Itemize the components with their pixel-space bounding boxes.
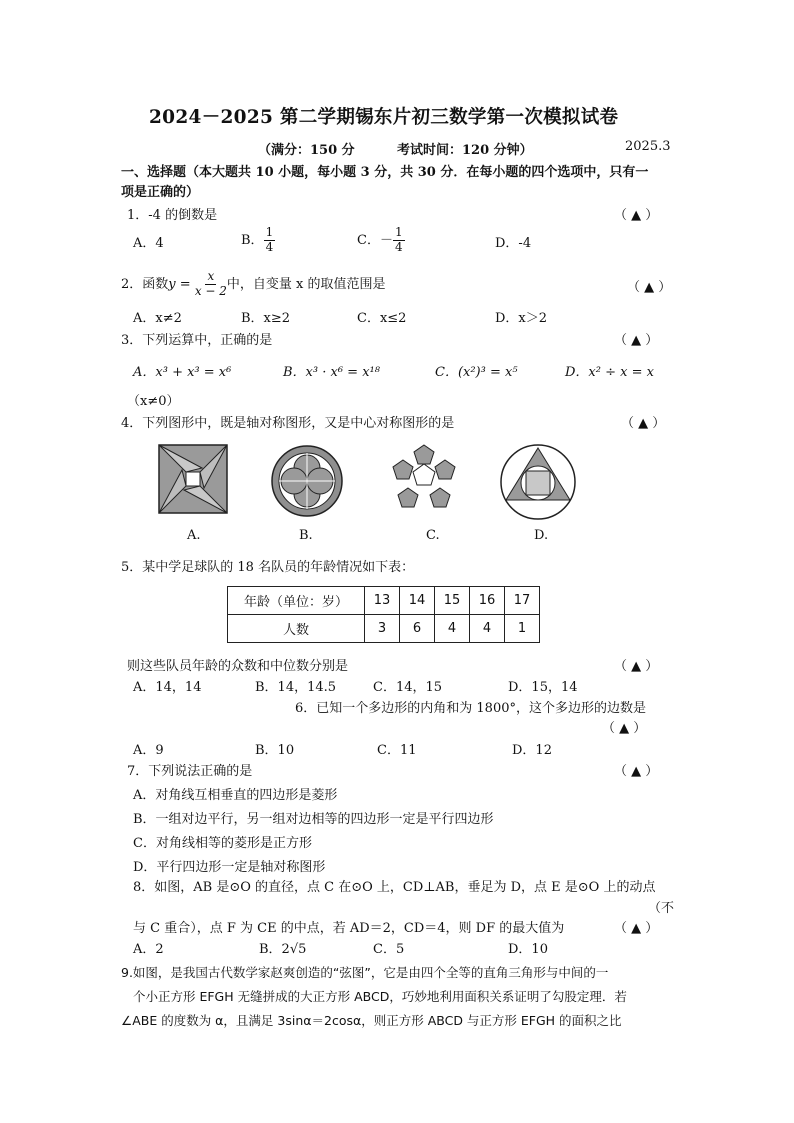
q1-option-a: A．4 — [133, 236, 164, 251]
section-heading-cont: 项是正确的） — [121, 185, 200, 200]
age-cell: 17 — [505, 587, 540, 615]
q2-option-d: D．x＞2 — [495, 311, 548, 326]
q2-answer-mark: （ ▲ ） — [627, 280, 672, 295]
q5-question: 则这些队员年龄的众数和中位数分别是 — [127, 659, 349, 674]
q6-option-b: B．10 — [255, 743, 295, 758]
q7-option-c: C．对角线相等的菱形是正方形 — [133, 836, 312, 851]
figure-d-label: D. — [534, 528, 549, 543]
table-row — [228, 615, 540, 643]
figure-b-label: B. — [299, 528, 313, 543]
q3-option-d: D．x² ÷ x = x — [565, 365, 654, 380]
q7-option-d: D．平行四边形一定是轴对称图形 — [133, 860, 326, 875]
age-cell: 13 — [365, 587, 400, 615]
count-cell: 4 — [470, 615, 505, 643]
q8-option-c: C．5 — [373, 942, 405, 957]
q7-option-b: B．一组对边平行，另一组对边相等的四边形一定是平行四边形 — [133, 812, 494, 827]
q4-stem: 4．下列图形中，既是轴对称图形，又是中心对称图形的是 — [121, 416, 455, 431]
full-score: （满分：150 分 — [258, 143, 355, 158]
q9-stem-line3: ∠ABE 的度数为 α，且满足 3sinα＝2cosα，则正方形 ABCD 与正方形 EFGH 的面积之比 — [121, 1013, 622, 1028]
q3-answer-mark: （ ▲ ） — [614, 333, 659, 348]
figure-a-label: A. — [187, 528, 201, 543]
figure-b-circle-petals — [270, 444, 344, 518]
age-header: 年龄（单位：岁） — [228, 587, 365, 615]
count-cell: 1 — [505, 615, 540, 643]
q2-option-c: C．x≤2 — [357, 311, 407, 326]
q5-stem: 5．某中学足球队的 18 名队员的年龄情况如下表： — [121, 560, 415, 575]
q2-option-b: B．x≥2 — [241, 311, 291, 326]
q8-stem-line1-end: （不 — [648, 901, 675, 916]
q2-stem: 2．函数y = $\frac{x}{x - 2}$ 中，自变量 x 的取值范围是 — [121, 269, 386, 298]
q1-option-b: B． $\frac{1}{4}$ — [241, 225, 274, 254]
count-cell: 3 — [365, 615, 400, 643]
q3-option-b: B．x³ · x⁶ = x¹⁸ — [283, 365, 380, 380]
q5-option-a: A．14，14 — [133, 680, 202, 695]
q7-answer-mark: （ ▲ ） — [614, 764, 659, 779]
q8-option-d: D．10 — [508, 942, 548, 957]
q7-option-a: A．对角线互相垂直的四边形是菱形 — [133, 788, 338, 803]
q1-option-c: C．－ $\frac{1}{4}$ — [357, 225, 403, 254]
figure-a-pinwheel-square — [158, 444, 228, 514]
q6-option-c: C．11 — [377, 743, 417, 758]
q9-stem-line2: 个小正方形 EFGH 无缝拼成的大正方形 ABCD，巧妙地利用面积关系证明了勾股定理．若 — [133, 989, 627, 1004]
age-cell: 14 — [400, 587, 435, 615]
age-cell: 16 — [470, 587, 505, 615]
figure-c-label: C. — [426, 528, 440, 543]
q7-stem: 7．下列说法正确的是 — [127, 764, 253, 779]
q5-option-d: D．15，14 — [508, 680, 578, 695]
table-row — [228, 587, 540, 615]
q9-stem-line1: 9.如图，是我国古代数学家赵爽创造的“弦图”，它是由四个全等的直角三角形与中间的一 — [121, 965, 609, 980]
page-title: 2024－2025 第二学期锡东片初三数学第一次模拟试卷 — [149, 107, 619, 128]
q5-option-b: B．14，14.5 — [255, 680, 337, 695]
q5-answer-mark: （ ▲ ） — [614, 659, 659, 674]
q6-option-d: D．12 — [512, 743, 552, 758]
q1-stem: 1．-4 的倒数是 — [127, 208, 218, 223]
age-cell: 15 — [435, 587, 470, 615]
q6-answer-mark: （ ▲ ） — [602, 721, 647, 736]
q6-option-a: A．9 — [133, 743, 164, 758]
section-heading: 一、选择题（本大题共 10 小题，每小题 3 分，共 30 分．在每小题的四个选项中，只有一 — [121, 165, 649, 180]
q8-option-a: A．2 — [133, 942, 164, 957]
q5-option-c: C．14，15 — [373, 680, 443, 695]
count-cell: 4 — [435, 615, 470, 643]
q3-option-a: A．x³ + x³ = x⁶ — [133, 365, 232, 380]
q3-option-c: C．(x²)³ = x⁵ — [435, 365, 518, 380]
q3-stem: 3．下列运算中，正确的是 — [121, 333, 273, 348]
q4-answer-mark: （ ▲ ） — [621, 416, 666, 431]
q8-answer-mark: （ ▲ ） — [614, 921, 659, 936]
count-cell: 6 — [400, 615, 435, 643]
figure-d-nested-shapes — [499, 443, 577, 521]
count-header: 人数 — [228, 615, 365, 643]
q1-answer-mark: （ ▲ ） — [614, 208, 659, 223]
q8-option-b: B．2√5 — [259, 942, 307, 957]
age-table — [227, 586, 540, 643]
q1-option-d: D．-4 — [495, 236, 532, 251]
q8-stem-line2: 与 C 重合），点 F 为 CE 的中点，若 AD＝2，CD＝4，则 DF 的最大值为 — [133, 921, 565, 936]
exam-time: 考试时间：120 分钟） — [397, 143, 533, 158]
q3-option-d-condition: （x≠0） — [127, 394, 180, 409]
figure-c-pentagon-ring — [387, 442, 461, 516]
q2-option-a: A．x≠2 — [133, 311, 182, 326]
q8-stem-line1: 8．如图，AB 是⊙O 的直径，点 C 在⊙O 上，CD⊥AB，垂足为 D，点 E 是⊙O 上的动点 — [133, 880, 656, 895]
q6-stem: 6．已知一个多边形的内角和为 1800°，这个多边形的边数是 — [295, 701, 646, 716]
exam-date: 2025.3 — [625, 139, 671, 154]
